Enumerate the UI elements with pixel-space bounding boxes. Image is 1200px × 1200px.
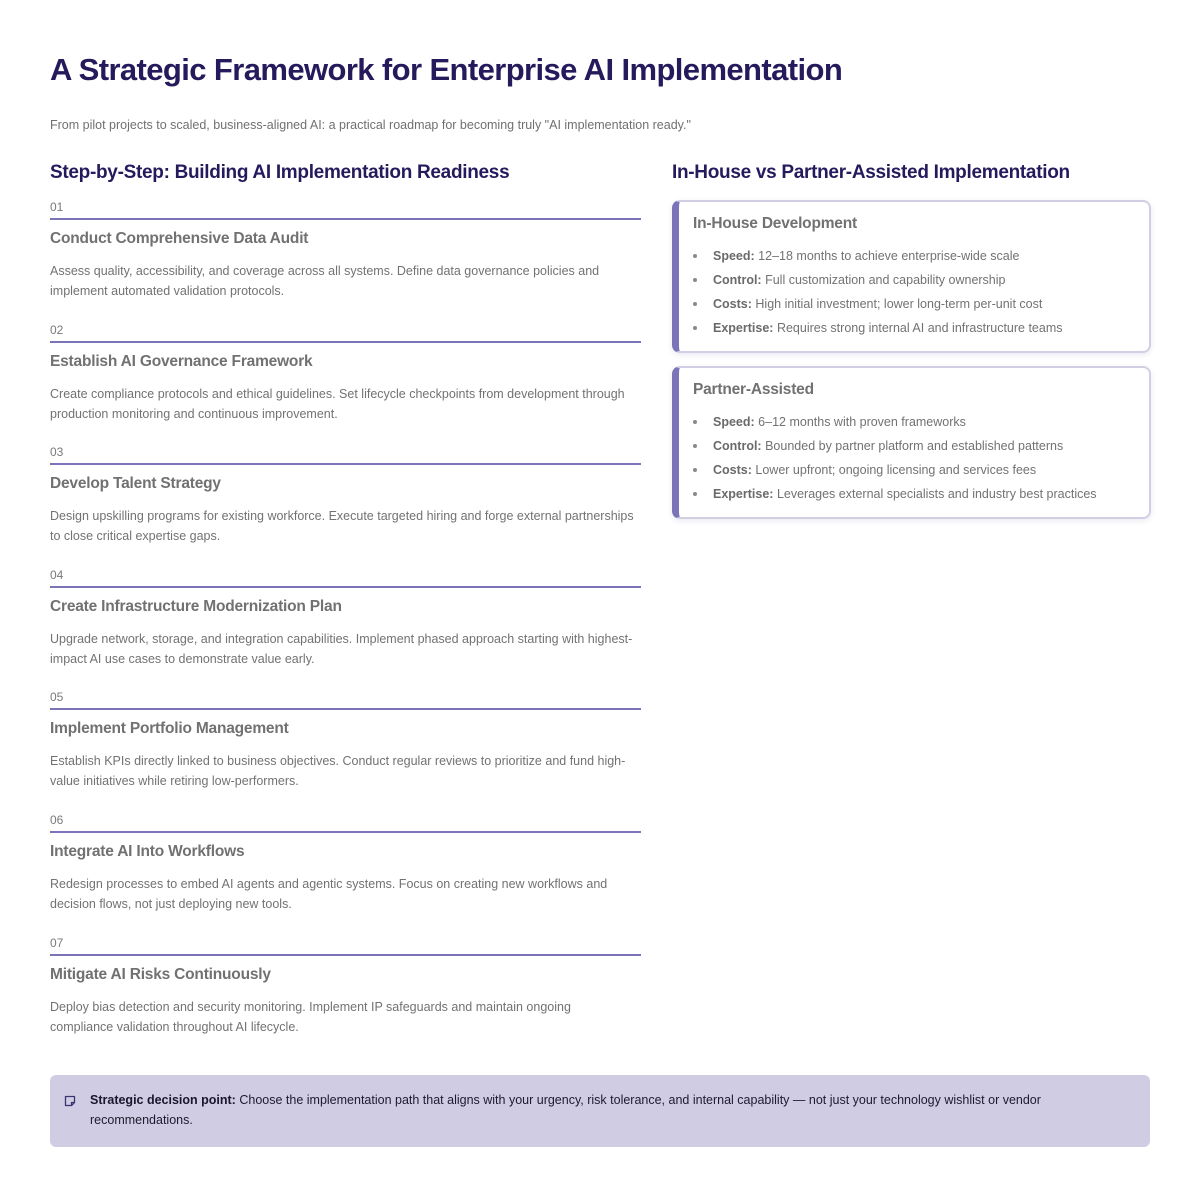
step-item: [50, 560, 641, 683]
step-description: Establish KPIs directly linked to business objectives. Conduct regular reviews to prioritize and fund high-value initiatives while retiring low-performers.: [50, 754, 626, 789]
sticky-note-icon: [64, 1094, 76, 1106]
step-title: Mitigate AI Risks Continuously: [50, 965, 271, 983]
step-item: [50, 805, 641, 928]
step-divider: [50, 341, 641, 343]
step-divider: [50, 708, 641, 710]
item-key: Expertise:: [713, 487, 774, 501]
card-list-item: [693, 410, 1133, 434]
item-key: Speed:: [713, 415, 755, 429]
card-list-item: [693, 434, 1133, 458]
item-value: Leverages external specialists and industry best practices: [776, 487, 1097, 501]
step-item: [50, 682, 641, 805]
step-number: 02: [50, 322, 64, 337]
step-divider: [50, 218, 641, 220]
item-key: Costs:: [713, 463, 752, 477]
item-value: Bounded by partner platform and established patterns: [765, 439, 1064, 453]
partner-assisted-card: [672, 366, 1151, 519]
page-subtitle: From pilot projects to scaled, business-aligned AI: a practical roadmap for becoming truly "AI implementation ready.": [50, 118, 691, 132]
step-description: Redesign processes to embed AI agents and agentic systems. Focus on creating new workflows and decision flows, not just deploying new tools.: [50, 876, 608, 911]
card-list-item: [693, 292, 1133, 316]
card-list: [693, 410, 1133, 506]
step-item: [50, 437, 641, 560]
step-description: Deploy bias detection and security monitoring. Implement IP safeguards and maintain ongoing compliance validation throughout AI lifecycle.: [50, 999, 571, 1034]
bullet-icon: [693, 468, 697, 472]
in-house-card: [672, 200, 1151, 353]
step-title: Create Infrastructure Modernization Plan: [50, 597, 342, 615]
step-divider: [50, 586, 641, 588]
item-value: 12–18 months to achieve enterprise-wide scale: [758, 249, 1020, 263]
item-key: Control:: [713, 273, 762, 287]
item-key: Expertise:: [713, 321, 774, 335]
item-key: Control:: [713, 439, 762, 453]
step-divider: [50, 954, 641, 956]
page-title: A Strategic Framework for Enterprise AI Implementation: [50, 52, 843, 87]
bullet-icon: [693, 420, 697, 424]
steps-section: [50, 162, 641, 1050]
item-value: Requires strong internal AI and infrastructure teams: [776, 321, 1063, 335]
steps-heading: Step-by-Step: Building AI Implementation Readiness: [50, 162, 510, 183]
bullet-icon: [693, 444, 697, 448]
step-number: 05: [50, 690, 64, 705]
card-list-item: [693, 316, 1133, 340]
comparison-heading: In-House vs Partner-Assisted Implementation: [672, 162, 1070, 183]
item-value: High initial investment; lower long-term per-unit cost: [755, 297, 1043, 311]
card-title: In-House Development: [693, 215, 857, 232]
item-key: Speed:: [713, 249, 755, 263]
step-number: 01: [50, 200, 64, 214]
item-value: Full customization and capability ownership: [765, 273, 1006, 287]
step-item: [50, 192, 641, 315]
bullet-icon: [693, 492, 697, 496]
item-value: Lower upfront; ongoing licensing and services fees: [755, 463, 1037, 477]
bullet-icon: [693, 326, 697, 330]
comparison-section: [672, 162, 1150, 519]
item-value: 6–12 months with proven frameworks: [758, 415, 966, 429]
step-number: 06: [50, 812, 64, 827]
card-list-item: [693, 458, 1133, 482]
bullet-icon: [693, 254, 697, 258]
bullet-icon: [693, 302, 697, 306]
callout-body: Choose the implementation path that aligns with your urgency, risk tolerance, and internal capability — not just your technology wishlist or vendor recommendations.: [90, 1093, 1041, 1127]
step-item: [50, 315, 641, 438]
step-description: Create compliance protocols and ethical guidelines. Set lifecycle checkpoints from development through production monitoring and continuous improvement.: [50, 386, 625, 421]
step-number: 04: [50, 567, 64, 582]
step-divider: [50, 831, 641, 833]
card-list: [693, 244, 1133, 340]
card-list-item: [693, 482, 1133, 506]
step-divider: [50, 463, 641, 465]
step-description: Assess quality, accessibility, and coverage across all systems. Define data governance policies and implement automated validation protocols.: [50, 264, 600, 298]
card-title: Partner-Assisted: [693, 381, 814, 398]
callout-text: [90, 1090, 1110, 1130]
step-item: [50, 928, 641, 1051]
card-list-item: [693, 268, 1133, 292]
step-title: Integrate AI Into Workflows: [50, 842, 245, 860]
step-number: 03: [50, 445, 64, 460]
bullet-icon: [693, 278, 697, 282]
callout-key: Strategic decision point:: [90, 1093, 236, 1107]
step-number: 07: [50, 935, 64, 950]
strategic-callout: [50, 1075, 1150, 1147]
card-list-item: [693, 244, 1133, 268]
step-title: Establish AI Governance Framework: [50, 352, 313, 370]
step-title: Implement Portfolio Management: [50, 720, 289, 738]
step-title: Develop Talent Strategy: [50, 475, 221, 493]
item-key: Costs:: [713, 297, 752, 311]
step-title: Conduct Comprehensive Data Audit: [50, 230, 309, 247]
step-description: Upgrade network, storage, and integration capabilities. Implement phased approach starting with highest-impact AI use cases to demonstrate value early.: [50, 631, 633, 666]
step-description: Design upskilling programs for existing workforce. Execute targeted hiring and forge external partnerships to close critical expertise gaps.: [50, 509, 634, 544]
